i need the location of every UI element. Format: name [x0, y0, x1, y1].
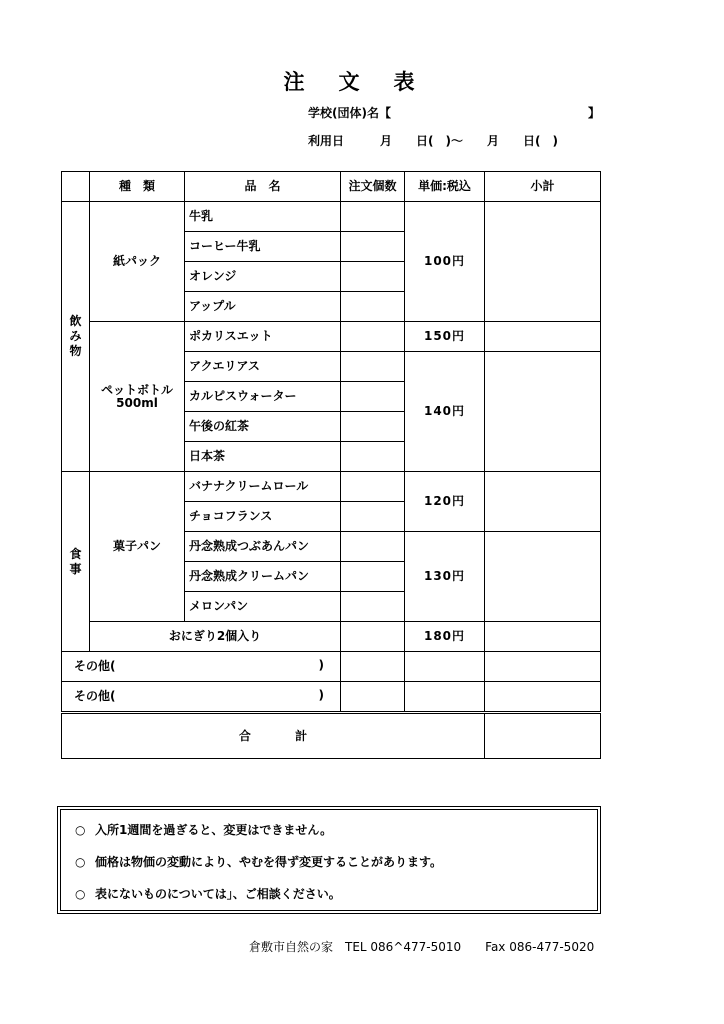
group-food: 食事	[62, 472, 90, 652]
subtotal-cell[interactable]	[485, 652, 601, 682]
item-milk: 牛乳	[185, 202, 341, 232]
subtotal-cell[interactable]	[485, 472, 601, 532]
table-row	[62, 652, 601, 682]
subtotal-cell[interactable]	[485, 682, 601, 713]
item-afternoon-tea: 午後の紅茶	[185, 412, 341, 442]
header-quantity: 注文個数	[341, 172, 405, 202]
item-banana-roll: バナナクリームロール	[185, 472, 341, 502]
note-item	[75, 821, 332, 838]
qty-cell[interactable]	[341, 382, 405, 412]
total-label: 合 計	[62, 713, 485, 759]
circle-mark-icon: ○	[75, 887, 86, 901]
circle-mark-icon: ○	[75, 855, 86, 869]
qty-cell[interactable]	[341, 472, 405, 502]
item-onigiri: おにぎり2個入り	[90, 622, 341, 652]
price-bread: 130円	[405, 532, 485, 622]
header-subtotal: 小計	[485, 172, 601, 202]
qty-cell[interactable]	[341, 352, 405, 382]
notes-box	[60, 809, 598, 911]
qty-cell[interactable]	[341, 682, 405, 713]
item-calpis: カルピスウォーター	[185, 382, 341, 412]
other-label: その他(	[74, 659, 116, 673]
other-row-2[interactable]	[62, 682, 341, 713]
price-pet-bottle: 140円	[405, 352, 485, 472]
table-row	[62, 682, 601, 713]
order-table	[61, 171, 601, 759]
item-melon: メロンパン	[185, 592, 341, 622]
header-type: 種 類	[90, 172, 185, 202]
item-pocari: ポカリスエット	[185, 322, 341, 352]
school-name-label: 学校(団体)名【	[308, 106, 391, 120]
group-drinks: 飲み物	[62, 202, 90, 472]
qty-cell[interactable]	[341, 652, 405, 682]
table-row	[62, 622, 601, 652]
price-cell[interactable]	[405, 652, 485, 682]
other-row-1[interactable]	[62, 652, 341, 682]
table-row	[62, 202, 601, 232]
item-cream: 丹念熟成クリームパン	[185, 562, 341, 592]
item-aquarius: アクエリアス	[185, 352, 341, 382]
category-pet-bottle-line2: 500ml	[116, 395, 158, 410]
subtotal-cell[interactable]	[485, 622, 601, 652]
other-label: その他(	[74, 689, 116, 703]
category-paper-pack: 紙パック	[90, 202, 185, 322]
header-unit-price: 単価:税込	[405, 172, 485, 202]
circle-mark-icon: ○	[75, 823, 86, 837]
total-row	[62, 713, 601, 759]
item-coffee-milk: コーヒー牛乳	[185, 232, 341, 262]
price-cell[interactable]	[405, 682, 485, 713]
note-text: 表にないものについては」、ご相談ください。	[95, 887, 341, 901]
qty-cell[interactable]	[341, 412, 405, 442]
item-apple: アップル	[185, 292, 341, 322]
header-blank	[62, 172, 90, 202]
qty-cell[interactable]	[341, 622, 405, 652]
qty-cell[interactable]	[341, 592, 405, 622]
qty-cell[interactable]	[341, 562, 405, 592]
total-value-cell[interactable]	[485, 713, 601, 759]
school-name-bracket: 】	[588, 106, 601, 120]
other-close: )	[318, 688, 324, 702]
qty-cell[interactable]	[341, 322, 405, 352]
qty-cell[interactable]	[341, 202, 405, 232]
footer-contact: 倉敷市自然の家 TEL 086^477-5010 Fax 086-477-5020	[249, 940, 595, 954]
table-row	[62, 472, 601, 502]
price-pocari: 150円	[405, 322, 485, 352]
category-sweet-bread: 菓子パン	[90, 472, 185, 622]
item-choco-france: チョコフランス	[185, 502, 341, 532]
subtotal-cell[interactable]	[485, 202, 601, 322]
header-item: 品 名	[185, 172, 341, 202]
note-item	[75, 853, 442, 870]
category-pet-bottle	[90, 322, 185, 472]
category-pet-bottle-line1: ペットボトル	[100, 382, 173, 397]
table-header-row	[62, 172, 601, 202]
note-text: 価格は物価の変動により、やむを得ず変更することがあります。	[95, 855, 443, 869]
qty-cell[interactable]	[341, 442, 405, 472]
item-orange: オレンジ	[185, 262, 341, 292]
subtotal-cell[interactable]	[485, 322, 601, 352]
item-green-tea: 日本茶	[185, 442, 341, 472]
qty-cell[interactable]	[341, 502, 405, 532]
other-close: )	[318, 658, 324, 672]
price-paper-pack: 100円	[405, 202, 485, 322]
qty-cell[interactable]	[341, 532, 405, 562]
subtotal-cell[interactable]	[485, 532, 601, 622]
usage-date-line: 利用日 月 日( )〜 月 日( )	[308, 134, 558, 148]
page-title: 注文表	[283, 70, 449, 94]
qty-cell[interactable]	[341, 262, 405, 292]
subtotal-cell[interactable]	[485, 352, 601, 472]
qty-cell[interactable]	[341, 292, 405, 322]
qty-cell[interactable]	[341, 232, 405, 262]
price-banana-choco: 120円	[405, 472, 485, 532]
note-text: 入所1週間を過ぎると、変更はできません。	[95, 823, 333, 837]
price-onigiri: 180円	[405, 622, 485, 652]
item-tsubuan: 丹念熟成つぶあんパン	[185, 532, 341, 562]
note-item	[75, 885, 341, 902]
table-row	[62, 322, 601, 352]
